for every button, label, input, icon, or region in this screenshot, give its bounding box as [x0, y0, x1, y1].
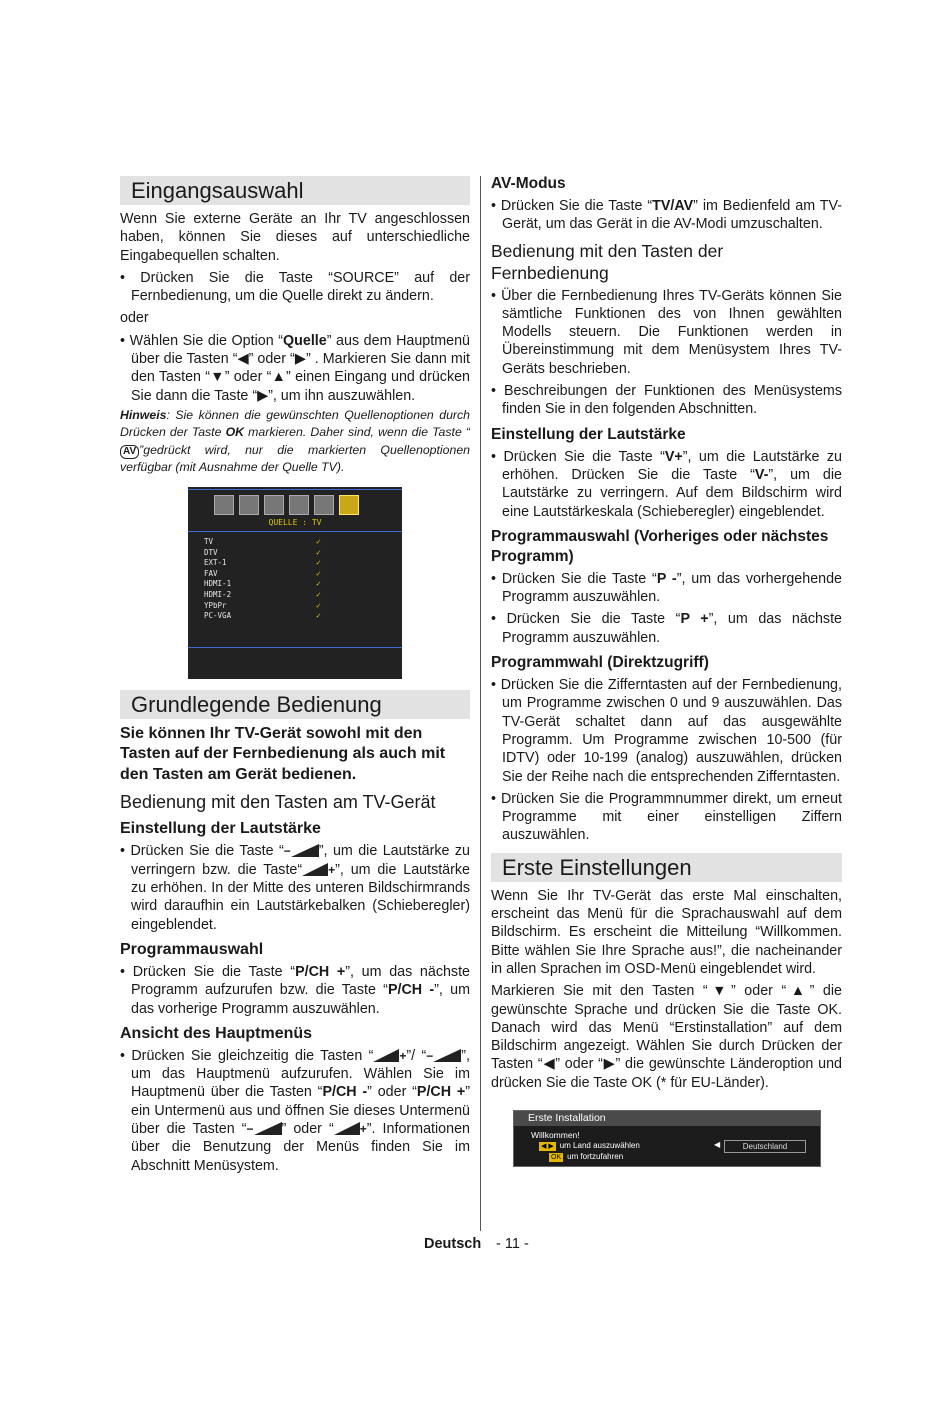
settings-icon [264, 495, 284, 515]
list-icon [314, 495, 334, 515]
source-item: TV ✓ [204, 536, 321, 546]
source-item: DTV ✓ [204, 547, 321, 557]
hint-land: ◀ ▶ um Land auszuwählen [541, 1140, 640, 1150]
check-icon: ✓ [316, 558, 321, 568]
bullet-programmauswahl: • Drücken Sie die Taste “P/CH +”, um das nächste Programm aufzurufen bzw. die Taste “P/CH -”, um das vorherige Programm auszuwählen. [120, 963, 470, 1018]
left-column [120, 176, 470, 1175]
heading-hauptmenue: Ansicht des Hauptmenüs [120, 1024, 313, 1042]
paragraph: Markieren Sie mit den Tasten “▼” oder “▲” die gewünschte Sprache und drücken Sie die Taste OK. Danach wird das Menü “Erstinstallation” auf dem Bildschirm angezeigt. Wählen Sie durch Drücken der Tasten “◀” oder “▶” die gewünschte Länderoption und drücken Sie die Taste OK (* für EU-Länder). [491, 983, 842, 1091]
install-icon [289, 495, 309, 515]
source-menu-screenshot [188, 487, 402, 679]
welcome-text: Willkommen! [531, 1129, 580, 1140]
minus-icon: − [283, 844, 291, 859]
right-column [491, 176, 842, 1167]
volume-up-icon [334, 1122, 360, 1135]
ok-key-icon: OK [551, 1153, 562, 1161]
heading-programmauswahl: Programmauswahl [120, 940, 264, 958]
section-title-grundlegende-bedienung: Grundlegende Bedienung [120, 690, 470, 719]
check-icon: ✓ [316, 547, 321, 557]
volume-up-icon [373, 1049, 399, 1062]
heading-direktzugriff: Programmwahl (Direktzugriff) [491, 654, 709, 672]
left-arrow-icon: ◀ [714, 1139, 721, 1149]
bullet-p-minus: • Drücken Sie die Taste “P -”, um das vorhergehende Programm auszuwählen. [491, 570, 842, 607]
volume-down-icon [433, 1049, 461, 1062]
arrow-keys-icon: ◀ ▶ [541, 1142, 554, 1150]
plus-icon: + [359, 1122, 367, 1137]
source-icon [339, 495, 359, 515]
bullet-av: • Drücken Sie die Taste “TV/AV” im Bedienfeld am TV-Gerät, um das Gerät in die AV-Modi umzuschalten. [491, 197, 842, 234]
column-divider [480, 176, 481, 1231]
bullet-fernbedienung-1: • Über die Fernbedienung Ihres TV-Geräts können Sie sämtliche Funktionen des von Ihnen gewählten Modells steuern. Die Funktionen werden in Übereinstimmung mit dem Menüsystem Ihres TV-Geräts beschrieben. [491, 287, 842, 378]
osd-title: Erste Installation [514, 1111, 820, 1126]
source-item: PC-VGA ✓ [204, 611, 321, 621]
footer-language: Deutsch [424, 1236, 482, 1252]
sound-icon [239, 495, 259, 515]
bullet-lautstaerke: • Drücken Sie die Taste “− ”, um die Lautstärke zu verringern bzw. die Taste“ +”, um die Lautstärke zu erhöhen. In der Mitte des unteren Bildschirmrands wird daraufhin ein Lautstärkebalken (Schieberegler) eingeblendet. [120, 842, 470, 933]
source-item: HDMI-2 ✓ [204, 589, 321, 599]
picture-icon [214, 495, 234, 515]
av-key-icon: AV [120, 445, 139, 459]
bullet-lautstaerke-fb: • Drücken Sie die Taste “V+”, um die Lautstärke zu erhöhen. Drücken Sie die Taste “V-”, um die Lautstärke zu verringern. Auf dem Bildschirm wird eine Lautstärkeskala (Schieberegler) eingeblendet. [491, 448, 842, 521]
bullet-fernbedienung-2: • Beschreibungen der Funktionen des Menüsystems finden Sie in den folgenden Abschnitten. [491, 382, 842, 419]
heading-lautstaerke: Einstellung der Lautstärke [120, 820, 321, 838]
hint-ok: OK um fortzufahren [551, 1151, 624, 1161]
paragraph: Wenn Sie externe Geräte an Ihr TV angeschlossen haben, können Sie dieses auf unterschiedliche Eingabequellen schalten. [120, 211, 470, 264]
oder-text: oder [120, 310, 149, 327]
page-number: - 11 - [496, 1236, 529, 1252]
lead-text: Sie können Ihr TV-Gerät sowohl mit den Tasten auf der Fernbedienung als auch mit den Tasten am Gerät bedienen. [120, 724, 446, 783]
minus-icon: − [246, 1122, 254, 1137]
check-icon: ✓ [316, 589, 321, 599]
source-list [204, 537, 324, 622]
heading-programmauswahl-fb: Programmauswahl (Vorheriges oder nächstes Programm) [491, 527, 829, 565]
plus-icon: + [399, 1048, 407, 1063]
bullet-quelle: • Wählen Sie die Option “Quelle” aus dem Hauptmenü über die Tasten “◀” oder “▶” . Markieren Sie dann mit den Tasten “▼” oder “▲” einen Eingang und drücken Sie dann die Taste “▶”, um ihn auszuwählen. [120, 332, 470, 405]
first-installation-screenshot [513, 1110, 821, 1167]
note: Hinweis: Sie können die gewünschten Quellenoptionen durch Drücken der Taste OK markieren. Daher sind, wenn die Taste “AV ”gedrückt wird, nur die markierten Quellenoptionen verfügbar (mit Ausnahme der Quelle TV). [120, 407, 471, 475]
osd-title: QUELLE : TV [268, 517, 322, 527]
heading-fernbedienung: Bedienung mit den Tasten der Fernbedienung [491, 240, 724, 283]
section-title-erste-einstellungen: Erste Einstellungen [491, 853, 842, 882]
section-title-eingangsauswahl: Eingangsauswahl [120, 176, 470, 205]
check-icon: ✓ [316, 600, 321, 610]
heading-tv-tasten: Bedienung mit den Tasten am TV-Gerät [120, 792, 436, 813]
source-item: HDMI-1 ✓ [204, 579, 321, 589]
bullet-source: • Drücken Sie die Taste “SOURCE” auf der Fernbedienung, um die Quelle direkt zu ändern. [120, 269, 470, 306]
bullet-direktzugriff-2: • Drücken Sie die Programmnummer direkt, um erneut Programme mit einer einstelligen Ziffern auszuwählen. [491, 790, 842, 845]
plus-icon: + [328, 862, 336, 877]
paragraph: Wenn Sie Ihr TV-Gerät das erste Mal einschalten, erscheint das Menü für die Sprachauswahl auf dem Bildschirm. Es erscheint die Mitteilung “Willkommen. Bitte wählen Sie Ihre Sprache aus!”, die nacheinander in allen Sprachen im OSD-Menü eingeblendet wird. [491, 887, 842, 977]
check-icon: ✓ [316, 579, 321, 589]
heading-lautstaerke-fb: Einstellung der Lautstärke [491, 425, 686, 443]
source-item: FAV ✓ [204, 568, 321, 578]
check-icon: ✓ [316, 568, 321, 578]
bullet-direktzugriff-1: • Drücken Sie die Zifferntasten auf der Fernbedienung, um Programme zwischen 0 und 9 auszuwählen. Das TV-Gerät schaltet dann auf das ausgewählte Programm. Um Programme zwischen 10-500 (für IDTV) oder 10-199 (analog) auszuwählen, drücken Sie der Reihe nach die entsprechenden Zifferntasten. [491, 676, 842, 786]
source-item: YPbPr ✓ [204, 600, 321, 610]
bullet-p-plus: • Drücken Sie die Taste “P +”, um das nächste Programm auszuwählen. [491, 610, 842, 647]
country-select: Deutschland [724, 1140, 806, 1153]
menu-icon-row [214, 495, 364, 515]
minus-icon: − [426, 1048, 434, 1063]
source-item: EXT-1 ✓ [204, 558, 321, 568]
bullet-hauptmenue: • Drücken Sie gleichzeitig die Tasten “ +”/ “− ”, um das Hauptmenü aufzurufen. Wählen Sie im Hauptmenü über die Tasten “P/CH -” oder “P/CH +” ein Untermenü aus und öffnen Sie dieses Untermenü über die Tasten “− ” oder “ +”. Informationen über die Benutzung der Menüs finden Sie im Abschnitt Menüsystem. [120, 1047, 470, 1175]
volume-down-icon [254, 1122, 282, 1135]
check-icon: ✓ [316, 536, 321, 546]
heading-av-modus: AV-Modus [491, 175, 566, 192]
volume-down-icon [291, 844, 319, 857]
volume-up-icon [302, 863, 328, 876]
check-icon: ✓ [316, 611, 321, 621]
